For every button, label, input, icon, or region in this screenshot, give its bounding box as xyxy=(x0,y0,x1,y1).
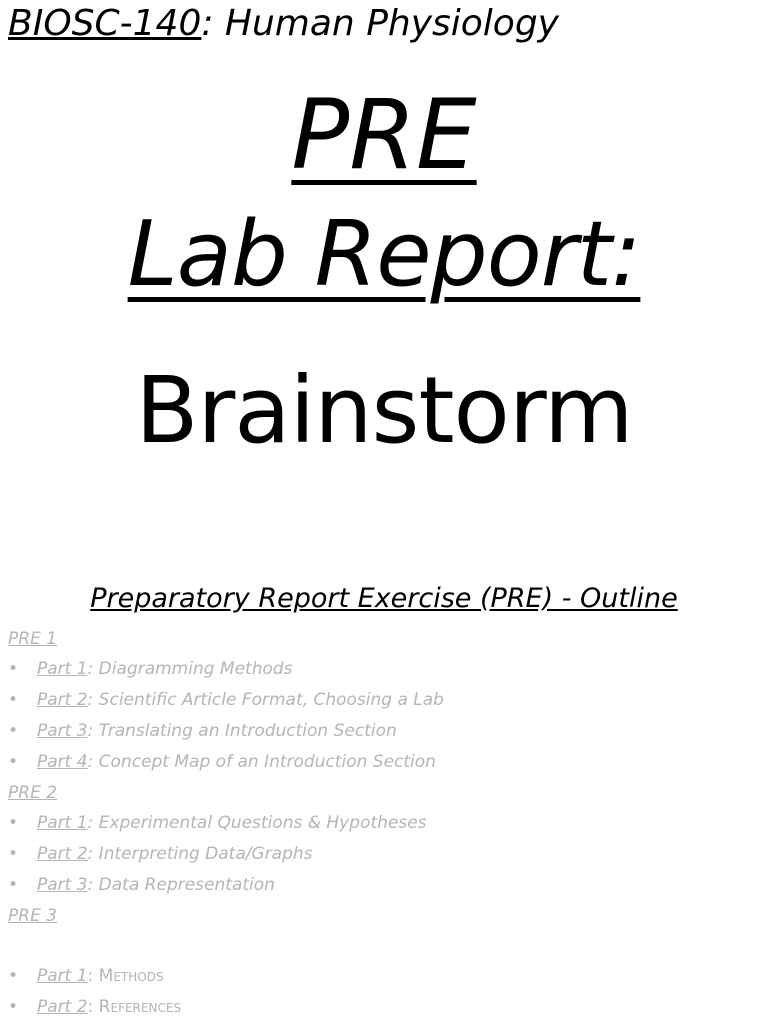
title-brainstorm: Brainstorm xyxy=(135,357,633,464)
title-pre xyxy=(0,80,768,190)
part-description: : Experimental Questions & Hypotheses xyxy=(87,813,427,833)
part-description: : Scientific Article Format, Choosing a Lab xyxy=(87,690,444,710)
list-item xyxy=(8,961,758,992)
outline-heading: Preparatory Report Exercise (PRE) - Outline xyxy=(90,583,678,614)
bullet: • xyxy=(8,721,19,741)
title-lab-report xyxy=(0,200,768,310)
part-label: Part 1 xyxy=(37,966,88,986)
bullet: • xyxy=(8,813,19,833)
list-item xyxy=(8,870,758,901)
bullet: • xyxy=(8,966,19,986)
list-item xyxy=(8,839,758,870)
part-label: Part 2 xyxy=(37,844,88,864)
part-label: Part 3 xyxy=(37,721,88,741)
bullet: • xyxy=(8,659,19,679)
bullet: • xyxy=(8,690,19,710)
part-description: : Data Representation xyxy=(87,875,275,895)
part-description: : Translating an Introduction Section xyxy=(87,721,397,741)
course-name: : Human Physiology xyxy=(201,3,559,44)
list-item xyxy=(8,716,758,747)
part-label: Part 4 xyxy=(37,752,88,772)
title-pre-text: PRE xyxy=(291,79,477,191)
bullet: • xyxy=(8,844,19,864)
part-description: : References xyxy=(87,997,182,1017)
bullet: • xyxy=(8,997,19,1017)
pre3-label: PRE 3 xyxy=(8,906,58,926)
course-code: BIOSC-140 xyxy=(8,3,202,44)
list-item xyxy=(8,654,758,685)
list-item xyxy=(8,808,758,839)
part-description: : Diagramming Methods xyxy=(87,659,293,679)
part-description: : Interpreting Data/Graphs xyxy=(87,844,313,864)
part-label: Part 1 xyxy=(37,659,88,679)
spacer xyxy=(8,931,758,961)
list-item xyxy=(8,685,758,716)
part-label: Part 2 xyxy=(37,690,88,710)
outline-list xyxy=(8,624,758,1023)
bullet: • xyxy=(8,752,19,772)
pre1-label: PRE 1 xyxy=(8,629,58,649)
list-item xyxy=(8,747,758,778)
part-label: Part 1 xyxy=(37,813,88,833)
part-description: : Methods xyxy=(87,966,164,986)
course-title xyxy=(8,2,559,46)
part-label: Part 3 xyxy=(37,875,88,895)
list-item xyxy=(8,992,758,1023)
bullet: • xyxy=(8,875,19,895)
part-label: Part 2 xyxy=(37,997,88,1017)
pre2-label: PRE 2 xyxy=(8,783,58,803)
part-description: : Concept Map of an Introduction Section xyxy=(87,752,436,772)
title-lab-report-text: Lab Report: xyxy=(127,202,641,307)
